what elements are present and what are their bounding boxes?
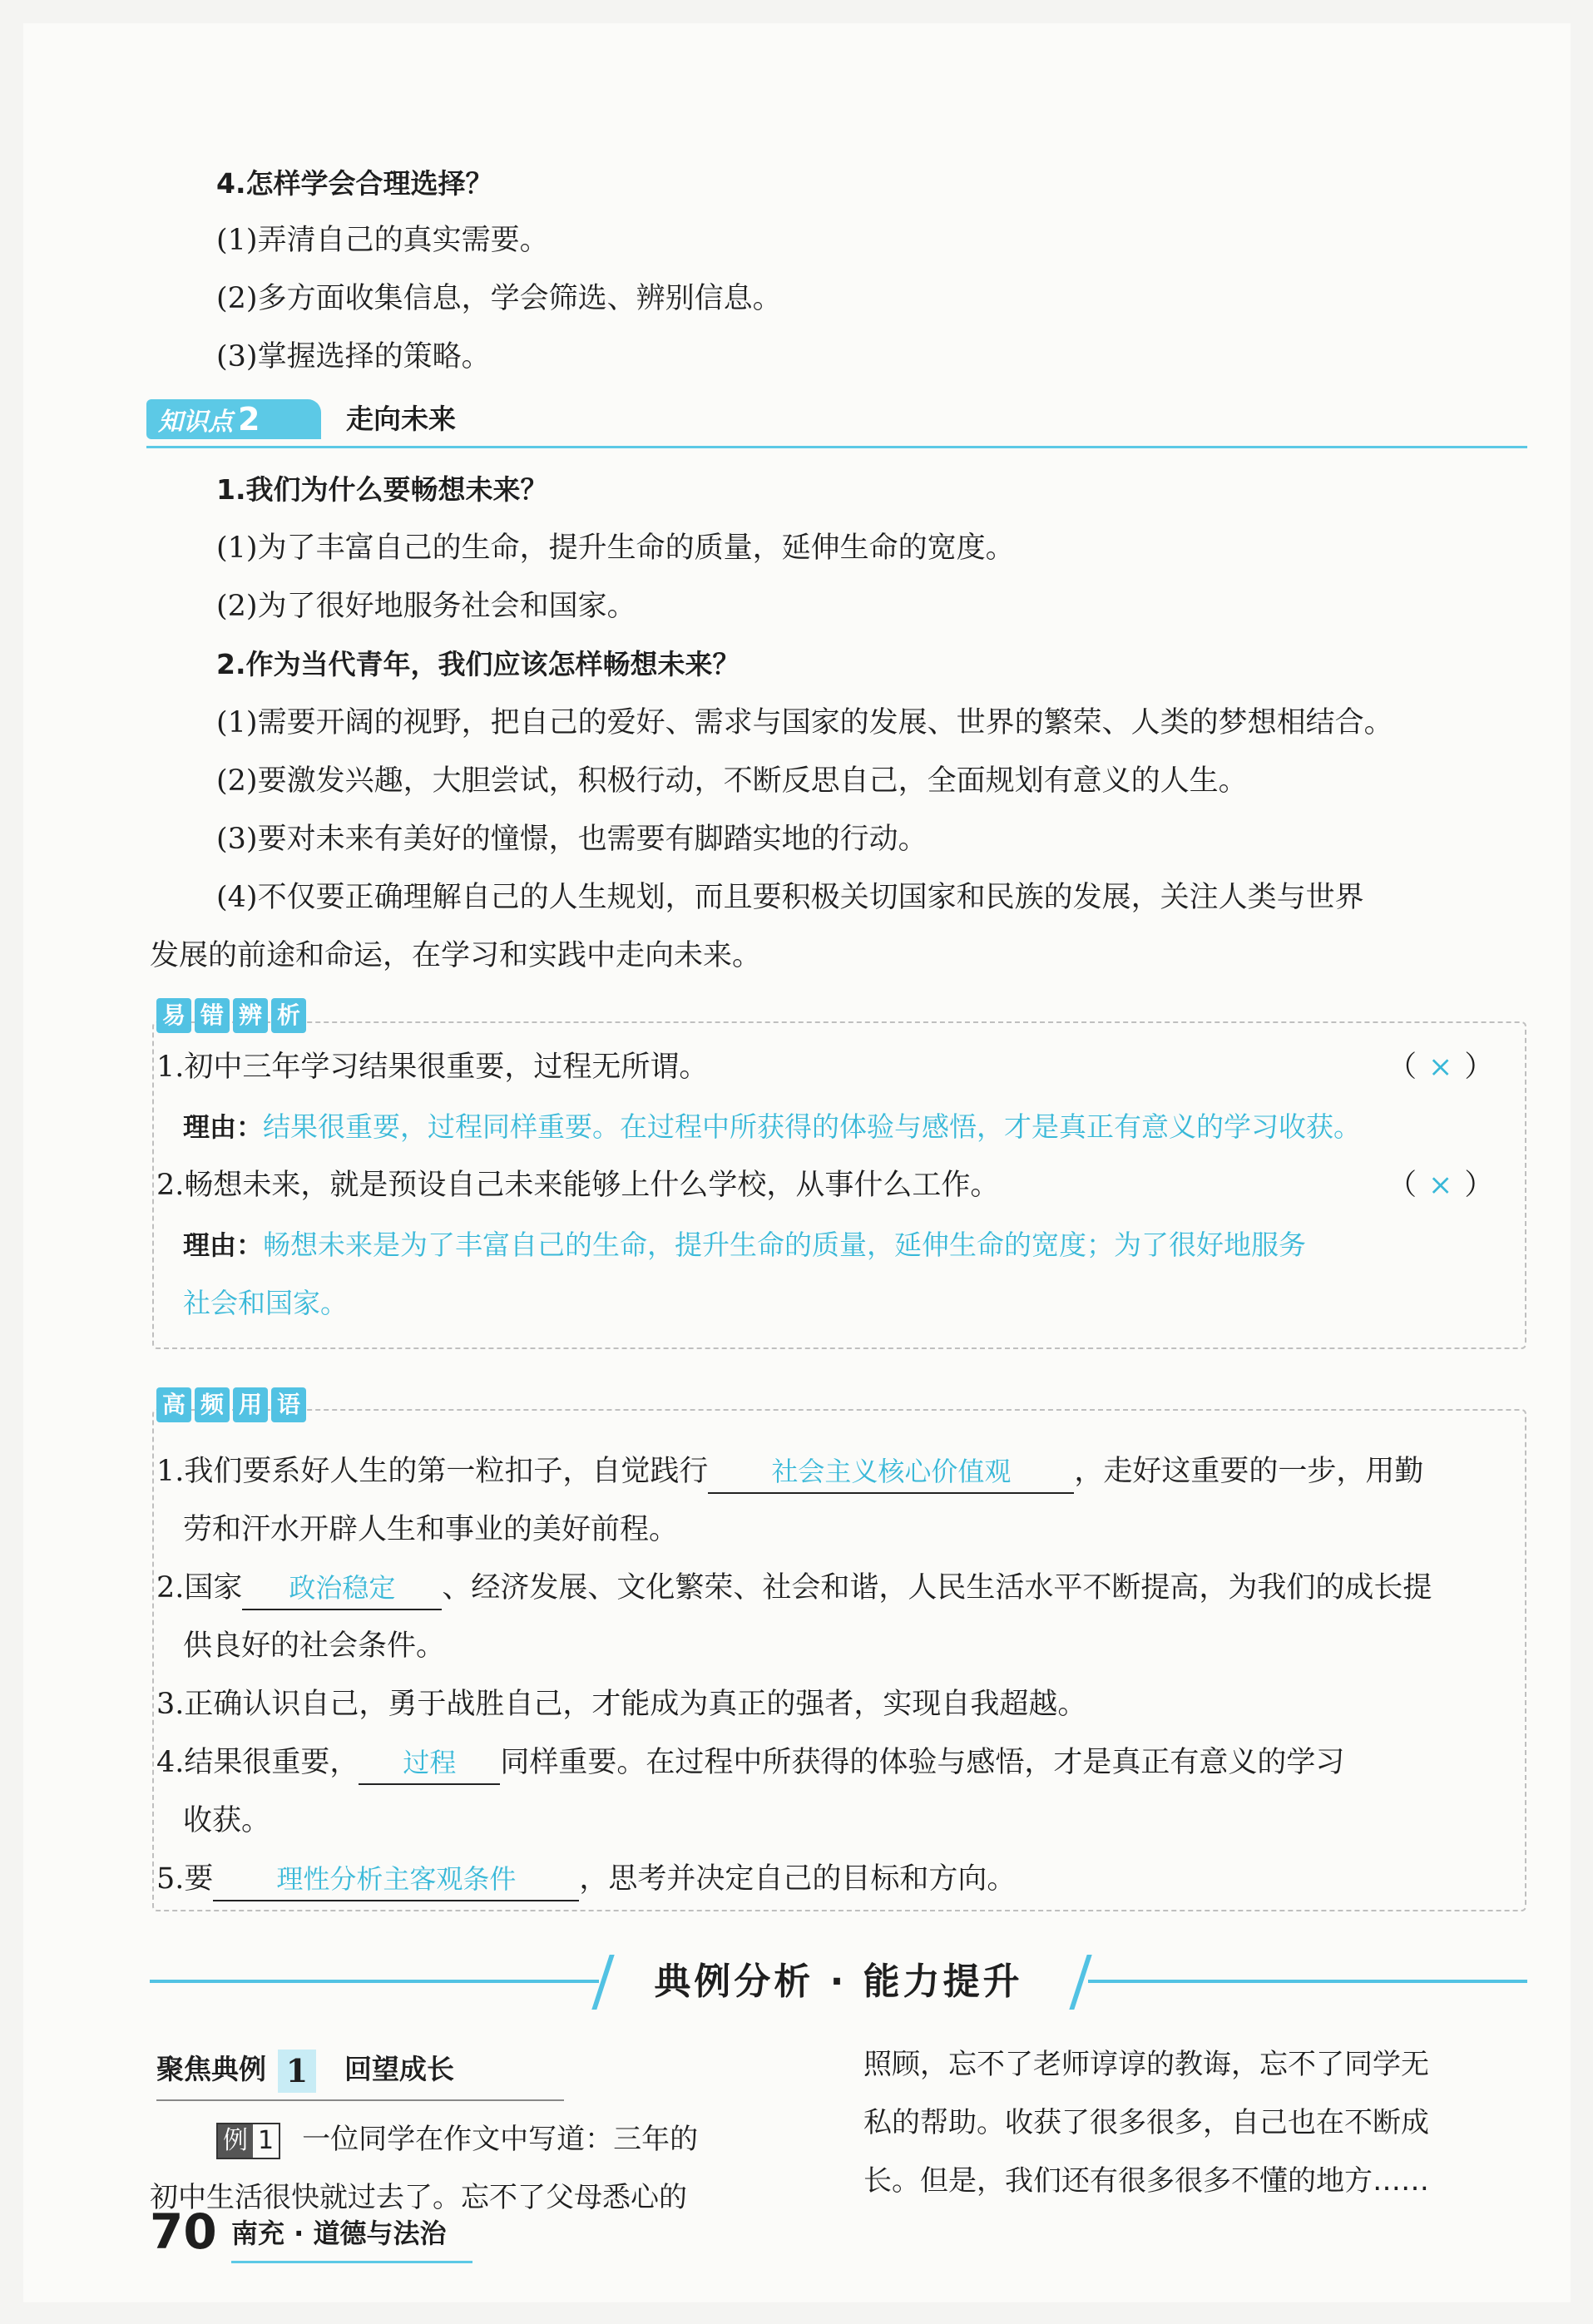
phrase-line: 3.正确认识自己，勇于战胜自己，才能成为真正的强者，实现自我超越。 (156, 1688, 1087, 1721)
phrase-text: 5.要 (156, 1862, 214, 1896)
badge-right: 1 (258, 2125, 275, 2155)
answer-item: (3)掌握选择的策略。 (216, 340, 491, 373)
knowledge-point-badge (146, 399, 321, 439)
error-statement: 1.初中三年学习结果很重要，过程无所谓。 (156, 1051, 709, 1084)
knowledge-point-title: 走向未来 (346, 403, 456, 435)
reason-label: 理由： (183, 1111, 264, 1143)
phrase-text: 1.我们要系好人生的第一粒扣子，自觉践行 (156, 1455, 709, 1488)
bracket: ） (1464, 1051, 1494, 1084)
phrase-text: 2.国家 (156, 1571, 243, 1605)
judgement-mark (1388, 1046, 1493, 1088)
reason-text: 结果很重要，过程同样重要。在过程中所获得的体验与感悟，才是真正有意义的学习收获。 (263, 1110, 1362, 1143)
example-line: 一位同学在作文中写道：三年的 (302, 2123, 699, 2156)
example-badge (216, 2123, 280, 2159)
answer-item: (1)为了丰富自己的生命，提升生命的质量，延伸生命的宽度。 (216, 532, 1015, 565)
question-heading: 1.我们为什么要畅想未来？ (216, 473, 548, 506)
phrase-text: ，走好这重要的一步，用勤 (1074, 1455, 1424, 1488)
cross-mark: × (1428, 1169, 1453, 1202)
tag-char: 析 (271, 998, 306, 1033)
fill-blank: 政治稳定 (242, 1567, 442, 1610)
tag-char: 易 (156, 998, 191, 1033)
answer-item: (3)要对未来有美好的憧憬，也需要有脚踏实地的行动。 (216, 823, 928, 856)
reason-line (183, 1106, 1361, 1148)
bracket: ） (1464, 1169, 1494, 1202)
focus-number: 1 (278, 2050, 316, 2093)
question-heading: 2.作为当代青年，我们应该怎样畅想未来？ (216, 648, 740, 680)
cross-mark: × (1428, 1051, 1453, 1084)
answer-item: (2)为了很好地服务社会和国家。 (216, 590, 636, 623)
example-line: 长。但是，我们还有很多很多不懂的地方…… (863, 2164, 1429, 2198)
reason-label: 理由： (183, 1229, 264, 1261)
question-heading: 4.怎样学会合理选择？ (216, 167, 493, 200)
fill-blank: 社会主义核心价值观 (708, 1451, 1074, 1494)
badge-label: 知识点 (158, 408, 233, 437)
example-line: 初中生活很快就过去了。忘不了父母悉心的 (150, 2181, 687, 2214)
section-rule-left (150, 1980, 599, 1983)
reason-text-continued: 社会和国家。 (183, 1287, 348, 1319)
answer-item: (1)需要开阔的视野，把自己的爱好、需求与国家的发展、世界的繁荣、人类的梦想相结合。 (216, 706, 1393, 739)
reason-text: 畅想未来是为了丰富自己的生命，提升生命的质量，延伸生命的宽度；为了很好地服务 (263, 1229, 1307, 1261)
focus-example-heading (156, 2046, 454, 2093)
section-title: 典例分析 · 能力提升 (654, 1961, 1023, 2003)
section-rule-right (1088, 1980, 1527, 1983)
phrase-line (156, 1567, 1432, 1610)
page-number: 70 (150, 2203, 217, 2260)
phrase-line (156, 1742, 1344, 1785)
tag-char: 语 (271, 1387, 306, 1422)
phrase-text: 4.结果很重要， (156, 1746, 359, 1779)
badge-number: 2 (238, 401, 260, 438)
phrase-line (156, 1858, 1016, 1901)
reason-line (183, 1224, 1306, 1266)
tag-char: 用 (233, 1387, 268, 1422)
fill-blank: 理性分析主客观条件 (213, 1858, 579, 1901)
error-analysis-tags (156, 998, 306, 1033)
tag-char: 错 (195, 998, 230, 1033)
focus-title: 回望成长 (344, 2053, 454, 2085)
answer-item: (2)要激发兴趣，大胆尝试，积极行动，不断反思自己，全面规划有意义的人生。 (216, 764, 1248, 798)
example-line: 照顾，忘不了老师谆谆的教诲，忘不了同学无 (863, 2048, 1429, 2081)
answer-item: (2)多方面收集信息，学会筛选、辨别信息。 (216, 282, 782, 315)
tag-char: 高 (156, 1387, 191, 1422)
focus-label: 聚焦典例 (156, 2053, 266, 2085)
tag-char: 辨 (233, 998, 268, 1033)
phrase-text: 同样重要。在过程中所获得的体验与感悟，才是真正有意义的学习 (500, 1746, 1345, 1779)
phrase-line: 劳和汗水开辟人生和事业的美好前程。 (183, 1513, 679, 1546)
bracket: （ (1388, 1051, 1417, 1084)
phrase-text: 、经济发展、文化繁荣、社会和谐，人民生活水平不断提高，为我们的成长提 (442, 1571, 1432, 1605)
judgement-mark (1388, 1164, 1493, 1206)
phrase-line: 收获。 (183, 1804, 271, 1837)
tag-char: 频 (195, 1387, 230, 1422)
answer-item: (1)弄清自己的真实需要。 (216, 224, 549, 257)
example-line: 私的帮助。收获了很多很多，自己也在不断成 (863, 2106, 1429, 2139)
error-statement: 2.畅想未来，就是预设自己未来能够上什么学校，从事什么工作。 (156, 1169, 1000, 1202)
example-text (216, 2116, 698, 2163)
footer-underline (231, 2261, 472, 2263)
answer-item-continued: 发展的前途和命运，在学习和实践中走向未来。 (150, 939, 762, 972)
phrase-line: 供良好的社会条件。 (183, 1629, 446, 1663)
phrases-tags (156, 1387, 306, 1422)
phrase-line (156, 1451, 1423, 1494)
phrase-text: ，思考并决定自己的目标和方向。 (579, 1862, 1017, 1896)
footer-title: 南充 · 道德与法治 (231, 2218, 447, 2249)
focus-underline (156, 2099, 564, 2101)
bracket: （ (1388, 1169, 1417, 1202)
fill-blank: 过程 (359, 1742, 500, 1785)
section-divider (146, 446, 1527, 448)
workbook-page (23, 23, 1571, 2302)
badge-left: 例 (218, 2124, 253, 2158)
answer-item: (4)不仅要正确理解自己的人生规划，而且要积极关切国家和民族的发展，关注人类与世界 (216, 881, 1364, 914)
